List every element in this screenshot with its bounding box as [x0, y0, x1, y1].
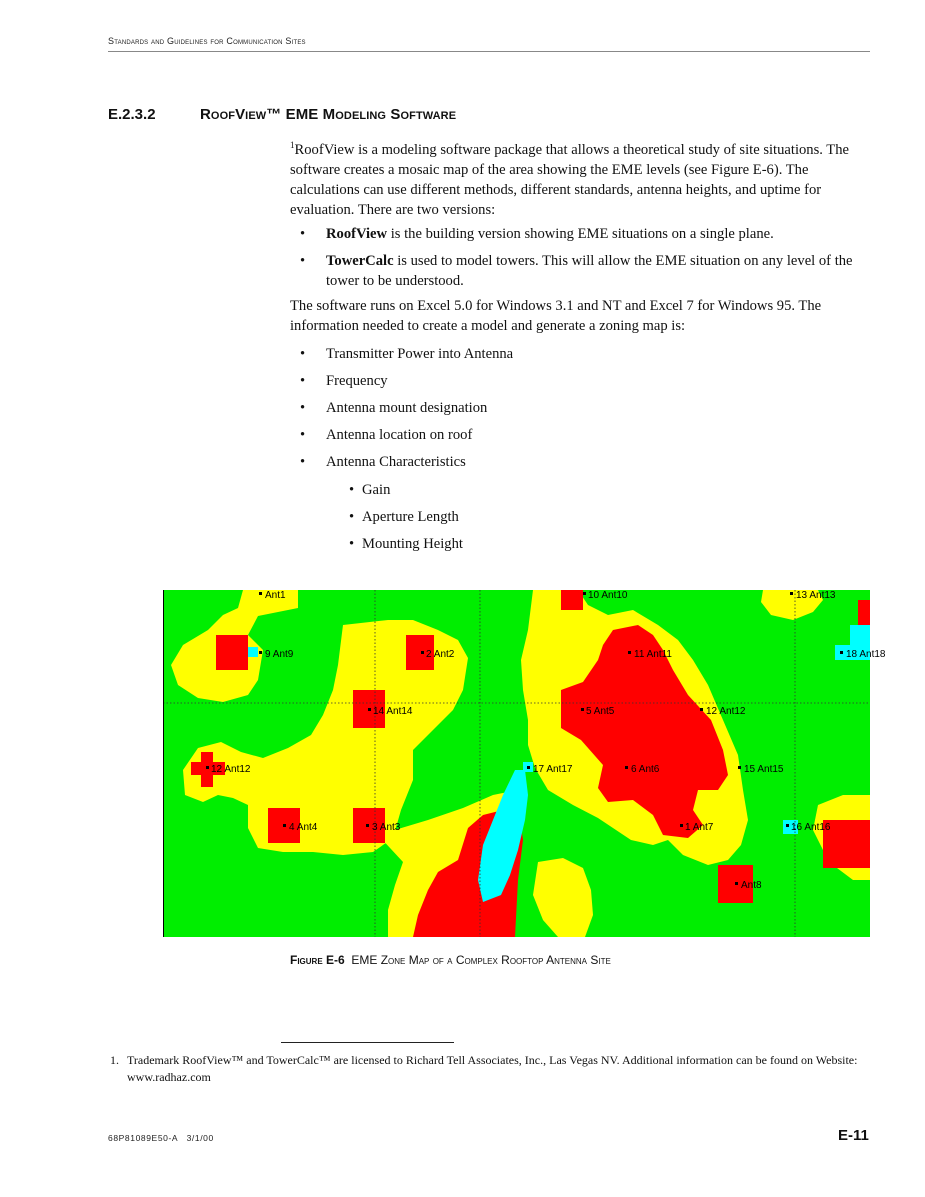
- intro-text: RoofView is a modeling software package that allows a theoretical study of site situations. The software creates a mosaic map of the area showing the EME levels (see Figure E-6). The calculations can use different methods, different standards, antenna heights, and uptime for evaluation. There are two versions:: [290, 142, 849, 218]
- list-item: [290, 251, 865, 291]
- requirement-text: Antenna location on roof: [326, 427, 473, 443]
- characteristics-list: [349, 480, 649, 561]
- antenna-dot: [259, 651, 262, 654]
- header-rule: [108, 51, 870, 52]
- bullet-glyph: •: [300, 373, 306, 389]
- antenna-dot: [625, 766, 628, 769]
- figure-caption: [290, 953, 611, 967]
- antenna-dot: [366, 824, 369, 827]
- requirement-text: Frequency: [326, 373, 388, 389]
- footnote-marker: 1: [290, 140, 295, 150]
- requirement-text: Antenna mount designation: [326, 400, 488, 416]
- list-item: [290, 224, 865, 244]
- running-header: Standards and Guidelines for Communication Sites: [108, 36, 306, 46]
- list-item: [349, 534, 649, 554]
- footnote-number: 1.: [110, 1053, 119, 1067]
- antenna-label: 12 Ant12: [706, 706, 746, 717]
- list-item: [290, 425, 865, 445]
- footer-doc-id: 68P81089E50-A 3/1/00: [108, 1133, 214, 1143]
- antenna-label: 6 Ant6: [631, 764, 660, 775]
- zone-red: [561, 590, 583, 610]
- antenna-label: Ant1: [265, 590, 286, 601]
- antenna-dot: [283, 824, 286, 827]
- antenna-label: 13 Ant13: [796, 590, 836, 601]
- antenna-dot: [840, 651, 843, 654]
- page-number: E-11: [838, 1127, 869, 1144]
- bullet-glyph: •: [300, 253, 306, 269]
- antenna-label: 1 Ant7: [685, 822, 714, 833]
- version-name: RoofView: [326, 226, 388, 242]
- bullet-glyph: •: [300, 427, 306, 443]
- antenna-label: 17 Ant17: [533, 764, 573, 775]
- figure-label: Figure E-6: [290, 953, 345, 967]
- antenna-label: 15 Ant15: [744, 764, 784, 775]
- eme-zone-map: [163, 590, 886, 937]
- antenna-label: 5 Ant5: [586, 706, 615, 717]
- bullet-glyph: •: [349, 536, 355, 552]
- antenna-dot: [790, 592, 793, 595]
- footnote: [110, 1052, 870, 1086]
- antenna-dot: [738, 766, 741, 769]
- antenna-dot: [259, 592, 262, 595]
- antenna-dot: [628, 651, 631, 654]
- characteristic-text: Mounting Height: [362, 536, 463, 552]
- antenna-label: 9 Ant9: [265, 649, 294, 660]
- requirements-paragraph: The software runs on Excel 5.0 for Windows 3.1 and NT and Excel 7 for Windows 95. The information needed to create a model and generate a zoning map is:: [290, 298, 822, 334]
- list-item: [290, 452, 865, 472]
- antenna-label: 11 Ant11: [634, 649, 672, 660]
- version-desc: is the building version showing EME situations on a single plane.: [387, 226, 774, 242]
- zone-cyan: [248, 647, 258, 657]
- bullet-glyph: •: [300, 226, 306, 242]
- version-desc: is used to model towers. This will allow the EME situation on any level of the tower to be understood.: [326, 253, 853, 289]
- requirement-text: Antenna Characteristics: [326, 454, 466, 470]
- antenna-dot: [368, 708, 371, 711]
- section-title: RoofView™ EME Modeling Software: [200, 106, 457, 123]
- antenna-label: 14 Ant14: [373, 706, 413, 717]
- list-item: [290, 371, 865, 391]
- versions-list: [290, 224, 865, 298]
- antenna-label: 18 Ant18: [846, 649, 886, 660]
- antenna-label: 4 Ant4: [289, 822, 318, 833]
- antenna-label: 16 Ant16: [791, 822, 831, 833]
- antenna-dot: [583, 592, 586, 595]
- section-number: E.2.3.2: [108, 106, 156, 123]
- characteristic-text: Aperture Length: [362, 509, 459, 525]
- characteristic-text: Gain: [362, 482, 391, 498]
- intro-paragraph: [290, 135, 865, 220]
- list-item: [349, 480, 649, 500]
- list-item: [290, 398, 865, 418]
- list-item: [290, 344, 865, 364]
- antenna-dot: [581, 708, 584, 711]
- antenna-dot: [206, 766, 209, 769]
- antenna-label: 12 Ant12: [211, 764, 251, 775]
- bullet-glyph: •: [349, 509, 355, 525]
- antenna-dot: [421, 651, 424, 654]
- bullet-glyph: •: [349, 482, 355, 498]
- requirements-list: [290, 344, 865, 479]
- bullet-glyph: •: [300, 400, 306, 416]
- antenna-label: 2 Ant2: [426, 649, 455, 660]
- antenna-dot: [700, 708, 703, 711]
- bullet-glyph: •: [300, 346, 306, 362]
- antenna-label: 3 Ant3: [372, 822, 401, 833]
- bullet-glyph: •: [300, 454, 306, 470]
- zone-red: [216, 635, 248, 670]
- requirement-text: Transmitter Power into Antenna: [326, 346, 514, 362]
- antenna-dot: [680, 824, 683, 827]
- antenna-label: Ant8: [741, 880, 762, 891]
- antenna-dot: [786, 824, 789, 827]
- list-item: [349, 507, 649, 527]
- footnote-rule: [281, 1042, 454, 1043]
- antenna-dot: [527, 766, 530, 769]
- version-name: TowerCalc: [326, 253, 394, 269]
- antenna-dot: [735, 882, 738, 885]
- footnote-text: Trademark RoofView™ and TowerCalc™ are licensed to Richard Tell Associates, Inc., Las Vegas NV. Additional information can be found on Website: www.radhaz.com: [127, 1053, 858, 1084]
- antenna-label: 10 Ant10: [588, 590, 628, 601]
- figure-title: EME Zone Map of a Complex Rooftop Antenna Site: [351, 953, 611, 967]
